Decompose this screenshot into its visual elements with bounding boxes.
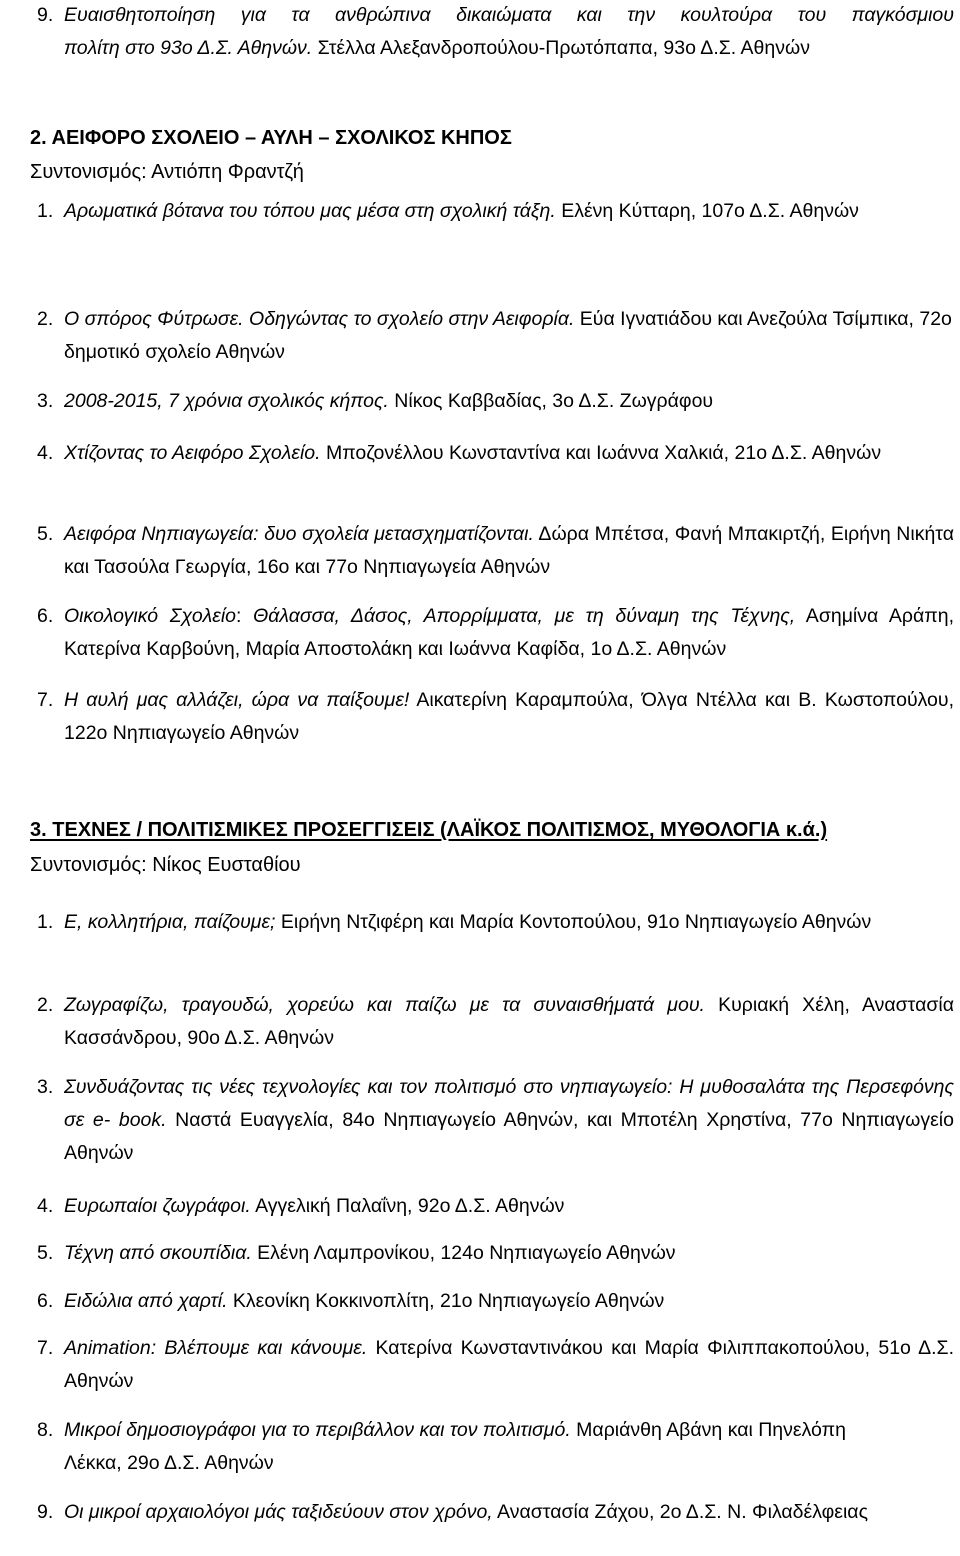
item-number: 1. <box>37 200 54 222</box>
item-authors: Στέλλα Αλεξανδροπούλου-Πρωτόπαπα, 93ο Δ.Σ. Αθηνών <box>312 37 810 59</box>
item-title: Ζωγραφίζω, τραγουδώ, χορεύω και παίζω με τα συναισθήματά μου. <box>64 994 705 1016</box>
item-text <box>64 906 954 939</box>
item-number: 4. <box>37 442 54 464</box>
item-text <box>64 385 954 418</box>
item-authors: Μποζονέλλου Κωνσταντίνα και Ιωάννα Χαλκιά, 21ο Δ.Σ. Αθηνών <box>320 442 882 464</box>
item-authors: Κυριακή Χέλη, Αναστασία Κασσάνδρου, 90ο Δ.Σ. Αθηνών <box>64 994 954 1049</box>
item-number: 3. <box>37 390 54 412</box>
section-coordinator: Συντονισμός: Αντιόπη Φραντζή <box>30 161 304 183</box>
item-title: Animation: Βλέπουμε και κάνουμε. <box>64 1337 368 1359</box>
item-line <box>64 0 954 32</box>
item-authors: Δώρα Μπέτσα, Φανή Μπακιρτζή, Ειρήνη Νικήτα και Τασούλα Γεωργία, 16ο και 77ο Νηπιαγωγεία Αθηνών <box>64 523 954 578</box>
item-authors: Ναστά Ευαγγελία, 84ο Νηπιαγωγείο Αθηνών, και Μποτέλη Χρηστίνα, 77ο Νηπιαγωγείο Αθηνών <box>64 1109 954 1164</box>
item-number: 2. <box>37 308 54 330</box>
item-text <box>64 1190 954 1223</box>
item-text <box>64 518 954 584</box>
item-authors: Εύα Ιγνατιάδου και Ανεζούλα Τσίμπικα, 72ο δημοτικό σχολείο Αθηνών <box>64 308 952 363</box>
item-text <box>64 1071 954 1170</box>
item-title: Οι μικροί αρχαιολόγοι μάς ταξιδεύουν στον χρόνο, <box>64 1501 493 1523</box>
item-text <box>64 684 954 750</box>
item-authors: Αγγελική Παλαΐνη, 92ο Δ.Σ. Αθηνών <box>250 1195 565 1217</box>
item-number: 6. <box>37 605 54 627</box>
item-title: Αρωματικά βότανα του τόπου μας μέσα στη σχολική τάξη. <box>64 200 556 222</box>
section-coordinator: Συντονισμός: Νίκος Ευσταθίου <box>30 854 301 876</box>
item-authors: Μαριάνθη Αβάνη και Πηνελόπη Λέκκα, 29ο Δ.Σ. Αθηνών <box>64 1419 846 1474</box>
item-authors: Κλεονίκη Κοκκινοπλίτη, 21ο Νηπιαγωγείο Αθηνών <box>227 1290 665 1312</box>
item-text <box>64 1285 954 1318</box>
item-number: 2. <box>37 994 54 1016</box>
item-number: 7. <box>37 689 54 711</box>
item-authors: Αικατερίνη Καραμπούλα, Όλγα Ντέλλα και Β. Κωστοπούλου, 122ο Νηπιαγωγείο Αθηνών <box>64 689 954 744</box>
item-text <box>64 600 954 666</box>
item-number: 8. <box>37 1419 54 1441</box>
item-title: Συνδυάζοντας τις νέες τεχνολογίες και τον πολιτισμό στο νηπιαγωγείο: Η μυθοσαλάτα της Περσεφόνης σε e- book. <box>64 1076 954 1131</box>
section-title: 3. ΤΕΧΝΕΣ / ΠΟΛΙΤΙΣΜΙΚΕΣ ΠΡΟΣΕΓΓΙΣΕΙΣ (ΛΑΪΚΟΣ ΠΟΛΙΤΙΣΜΟΣ, ΜΥΘΟΛΟΓΙΑ κ.ά.) <box>30 819 828 841</box>
item-text <box>64 1414 900 1480</box>
item-number: 1. <box>37 911 54 933</box>
item-title: Χτίζοντας το Αειφόρο Σχολείο. <box>64 442 321 464</box>
item-authors: Ελένη Κύτταρη, 107ο Δ.Σ. Αθηνών <box>555 200 859 222</box>
item-authors: Ελένη Λαμπρονίκου, 124ο Νηπιαγωγείο Αθηνών <box>251 1242 676 1264</box>
item-title: 2008-2015, 7 χρόνια σχολικός κήπος. <box>64 390 389 412</box>
item-title: Ευαισθητοποίηση για τα ανθρώπινα δικαιώματα και την κουλτούρα του παγκόσμιου <box>64 4 954 26</box>
section-title: 2. ΑΕΙΦΟΡΟ ΣΧΟΛΕΙΟ – ΑΥΛΗ – ΣΧΟΛΙΚΟΣ ΚΗΠΟΣ <box>30 127 512 149</box>
item-number: 6. <box>37 1290 54 1312</box>
item-title-prefix: Οικολογικό Σχολείο <box>64 605 237 627</box>
item-title: Ευρωπαίοι ζωγράφοι. <box>64 1195 251 1217</box>
item-authors: Ασημίνα Αράπη, Κατερίνα Καρβούνη, Μαρία Αποστολάκη και Ιωάννα Καφίδα, 1ο Δ.Σ. Αθηνών <box>64 605 954 660</box>
item-title: Ε, κολλητήρια, παίζουμε; <box>64 911 276 933</box>
item-number: 5. <box>37 1242 54 1264</box>
item-text <box>64 1237 954 1270</box>
item-title: Θάλασσα, Δάσος, Απορρίμματα, με τη δύναμη της Τέχνης, <box>253 605 796 627</box>
item-authors: Κατερίνα Κωνσταντινάκου και Μαρία Φιλιππακοπούλου, 51ο Δ.Σ. Αθηνών <box>64 1337 954 1392</box>
item-number: 7. <box>37 1337 54 1359</box>
item-title: Τέχνη από σκουπίδια. <box>64 1242 252 1264</box>
item-title-separator: : <box>236 605 254 627</box>
item-line <box>64 32 954 65</box>
item-title: Ο σπόρος Φύτρωσε. Οδηγώντας το σχολείο στην Αειφορία. <box>64 308 575 330</box>
item-text <box>64 1332 954 1398</box>
item-authors: Νίκος Καββαδίας, 3ο Δ.Σ. Ζωγράφου <box>388 390 714 412</box>
item-title: Μικροί δημοσιογράφοι για το περιβάλλον και τον πολιτισμό. <box>64 1419 571 1441</box>
item-text <box>64 303 954 369</box>
item-text <box>64 195 880 228</box>
item-number: 9. <box>37 4 54 26</box>
item-text <box>64 437 954 470</box>
item-authors: Αναστασία Ζάχου, 2ο Δ.Σ. Ν. Φιλαδέλφειας <box>492 1501 868 1523</box>
item-number: 5. <box>37 523 54 545</box>
item-title: Ειδώλια από χαρτί. <box>64 1290 228 1312</box>
item-text <box>64 1496 954 1529</box>
item-title: πολίτη στο 93ο Δ.Σ. Αθηνών. <box>64 37 313 59</box>
item-authors: Ειρήνη Ντζιφέρη και Μαρία Κοντοπούλου, 91ο Νηπιαγωγείο Αθηνών <box>275 911 872 933</box>
item-text <box>64 989 954 1055</box>
item-title: Η αυλή μας αλλάζει, ώρα να παίξουμε! <box>64 689 410 711</box>
item-number: 3. <box>37 1076 54 1098</box>
item-number: 9. <box>37 1501 54 1523</box>
item-number: 4. <box>37 1195 54 1217</box>
item-title: Αειφόρα Νηπιαγωγεία: δυο σχολεία μετασχηματίζονται. <box>64 523 534 545</box>
